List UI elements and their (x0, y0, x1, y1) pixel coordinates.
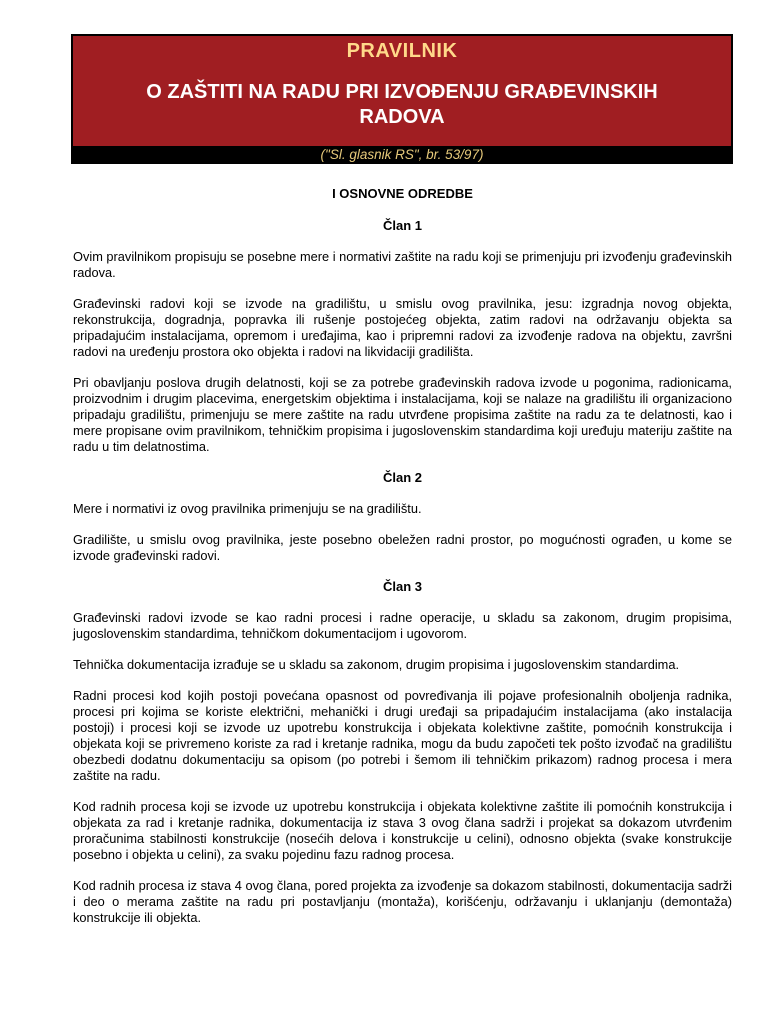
document-body (73, 186, 732, 941)
section-heading: I OSNOVNE ODREDBE (332, 186, 473, 201)
article-1-paragraph-2: Građevinski radovi koji se izvode na gradilištu, u smislu ovog pravilnika, jesu: izgradnja novog objekta, rekonstrukcija, dogradnja, popravka ili rušenje postojećeg objekta, zatim radovi na održavanju objekta sa pripadajućim instalacijama, opremom i uređajima, kao i pripremni radovi za izvođenje radova na objektu, završni radovi na uređenju prostora oko objekta i radovi na likvidaciji gradilišta. (73, 296, 732, 359)
article-1-paragraph-3: Pri obavljanju poslova drugih delatnosti, koji se za potrebe građevinskih radova izvode u pogonima, radionicama, proizvodnim i drugim placevima, energetskim objektima i instalacijama, koji se nalaze na gradilištu ili organizaciono pripadaju gradilištu, primenjuju se mere zaštite na radu utvrđene propisima zaštite na radu za te delatnosti, kao i mere propisane ovim pravilnikom, tehničkim propisima i jugoslovenskim standardima koji uređuju materiju zaštite na radu u tim delatnostima. (73, 375, 732, 454)
article-3-paragraph-1: Građevinski radovi izvode se kao radni procesi i radne operacije, u skladu sa zakonom, drugim propisima, jugoslovenskim standardima, tehničkom dokumentacijom i ugovorom. (73, 610, 732, 641)
reference-bar (73, 146, 731, 162)
article-3-paragraph-4: Kod radnih procesa koji se izvode uz upotrebu konstrukcija i objekata kolektivne zaštite ili pomoćnih konstrukcija i objekata za rad i kretanje radnika, dokumentacija iz stava 3 ovog člana sadrži i projekat sa dokazom utvrđenim proračunima stabilnosti konstrukcije (nosećih delova i konstrukcije u celini), odnosno objekta (svake konstrukcije posebno i objekta u celini), za svaku pojedinu fazu radnog procesa. (73, 799, 732, 862)
article-3-paragraph-3: Radni procesi kod kojih postoji povećana opasnost od povređivanja ili pojave profesionalnih oboljenja radnika, procesi pri kojima se koriste električni, mehanički i drugi uređaji sa pripadajućim instalacijama (ako instalacija postoji) i procesi koji se izvode uz upotrebu konstrukcija i objekata kolektivne zaštite, pomoćnih konstrukcija i objekata koji se privremeno koriste za rad i kretanje radnika, mogu da budu započeti tek pošto izvođač na gradilištu obezbedi dodatnu dokumentaciju sa opisom (po potrebi i šemom ili tehničkim prikazom) radnog procesa i mera zaštite na radu. (73, 688, 732, 783)
article-2-paragraph-2: Gradilište, u smislu ovog pravilnika, jeste posebno obeležen radni prostor, po mogućnosti ograđen, u kome se izvode građevinski radovi. (73, 532, 732, 563)
article-1-heading: Član 1 (382, 218, 422, 233)
article-1-paragraph-1: Ovim pravilnikom propisuju se posebne mere i normativi zaštite na radu koji se primenjuju pri izvođenju građevinskih radova. (73, 249, 732, 280)
article-2-paragraph-1: Mere i normativi iz ovog pravilnika primenjuju se na gradilištu. (73, 501, 422, 516)
article-3-heading: Član 3 (382, 579, 422, 594)
document-subtitle: O ZAŠTITI NA RADU PRI IZVOĐENJU GRAĐEVINSKIH RADOVA (146, 81, 658, 128)
article-2-heading: Član 2 (382, 470, 422, 485)
document-title: PRAVILNIK (346, 40, 458, 62)
article-3-paragraph-2: Tehnička dokumentacija izrađuje se u skladu sa zakonom, drugim propisima i jugoslovenskim standardima. (73, 657, 680, 672)
gazette-reference: ("Sl. glasnik RS", br. 53/97) (320, 147, 484, 162)
article-3-paragraph-5: Kod radnih procesa iz stava 4 ovog člana, pored projekta za izvođenje sa dokazom stabilnosti, dokumentacija sadrži i deo o merama zaštite na radu pri postavljanju (montaža), korišćenju, održavanju i uklanjanju (demontaža) konstrukcije ili objekta. (73, 878, 732, 925)
document-header (71, 34, 733, 164)
